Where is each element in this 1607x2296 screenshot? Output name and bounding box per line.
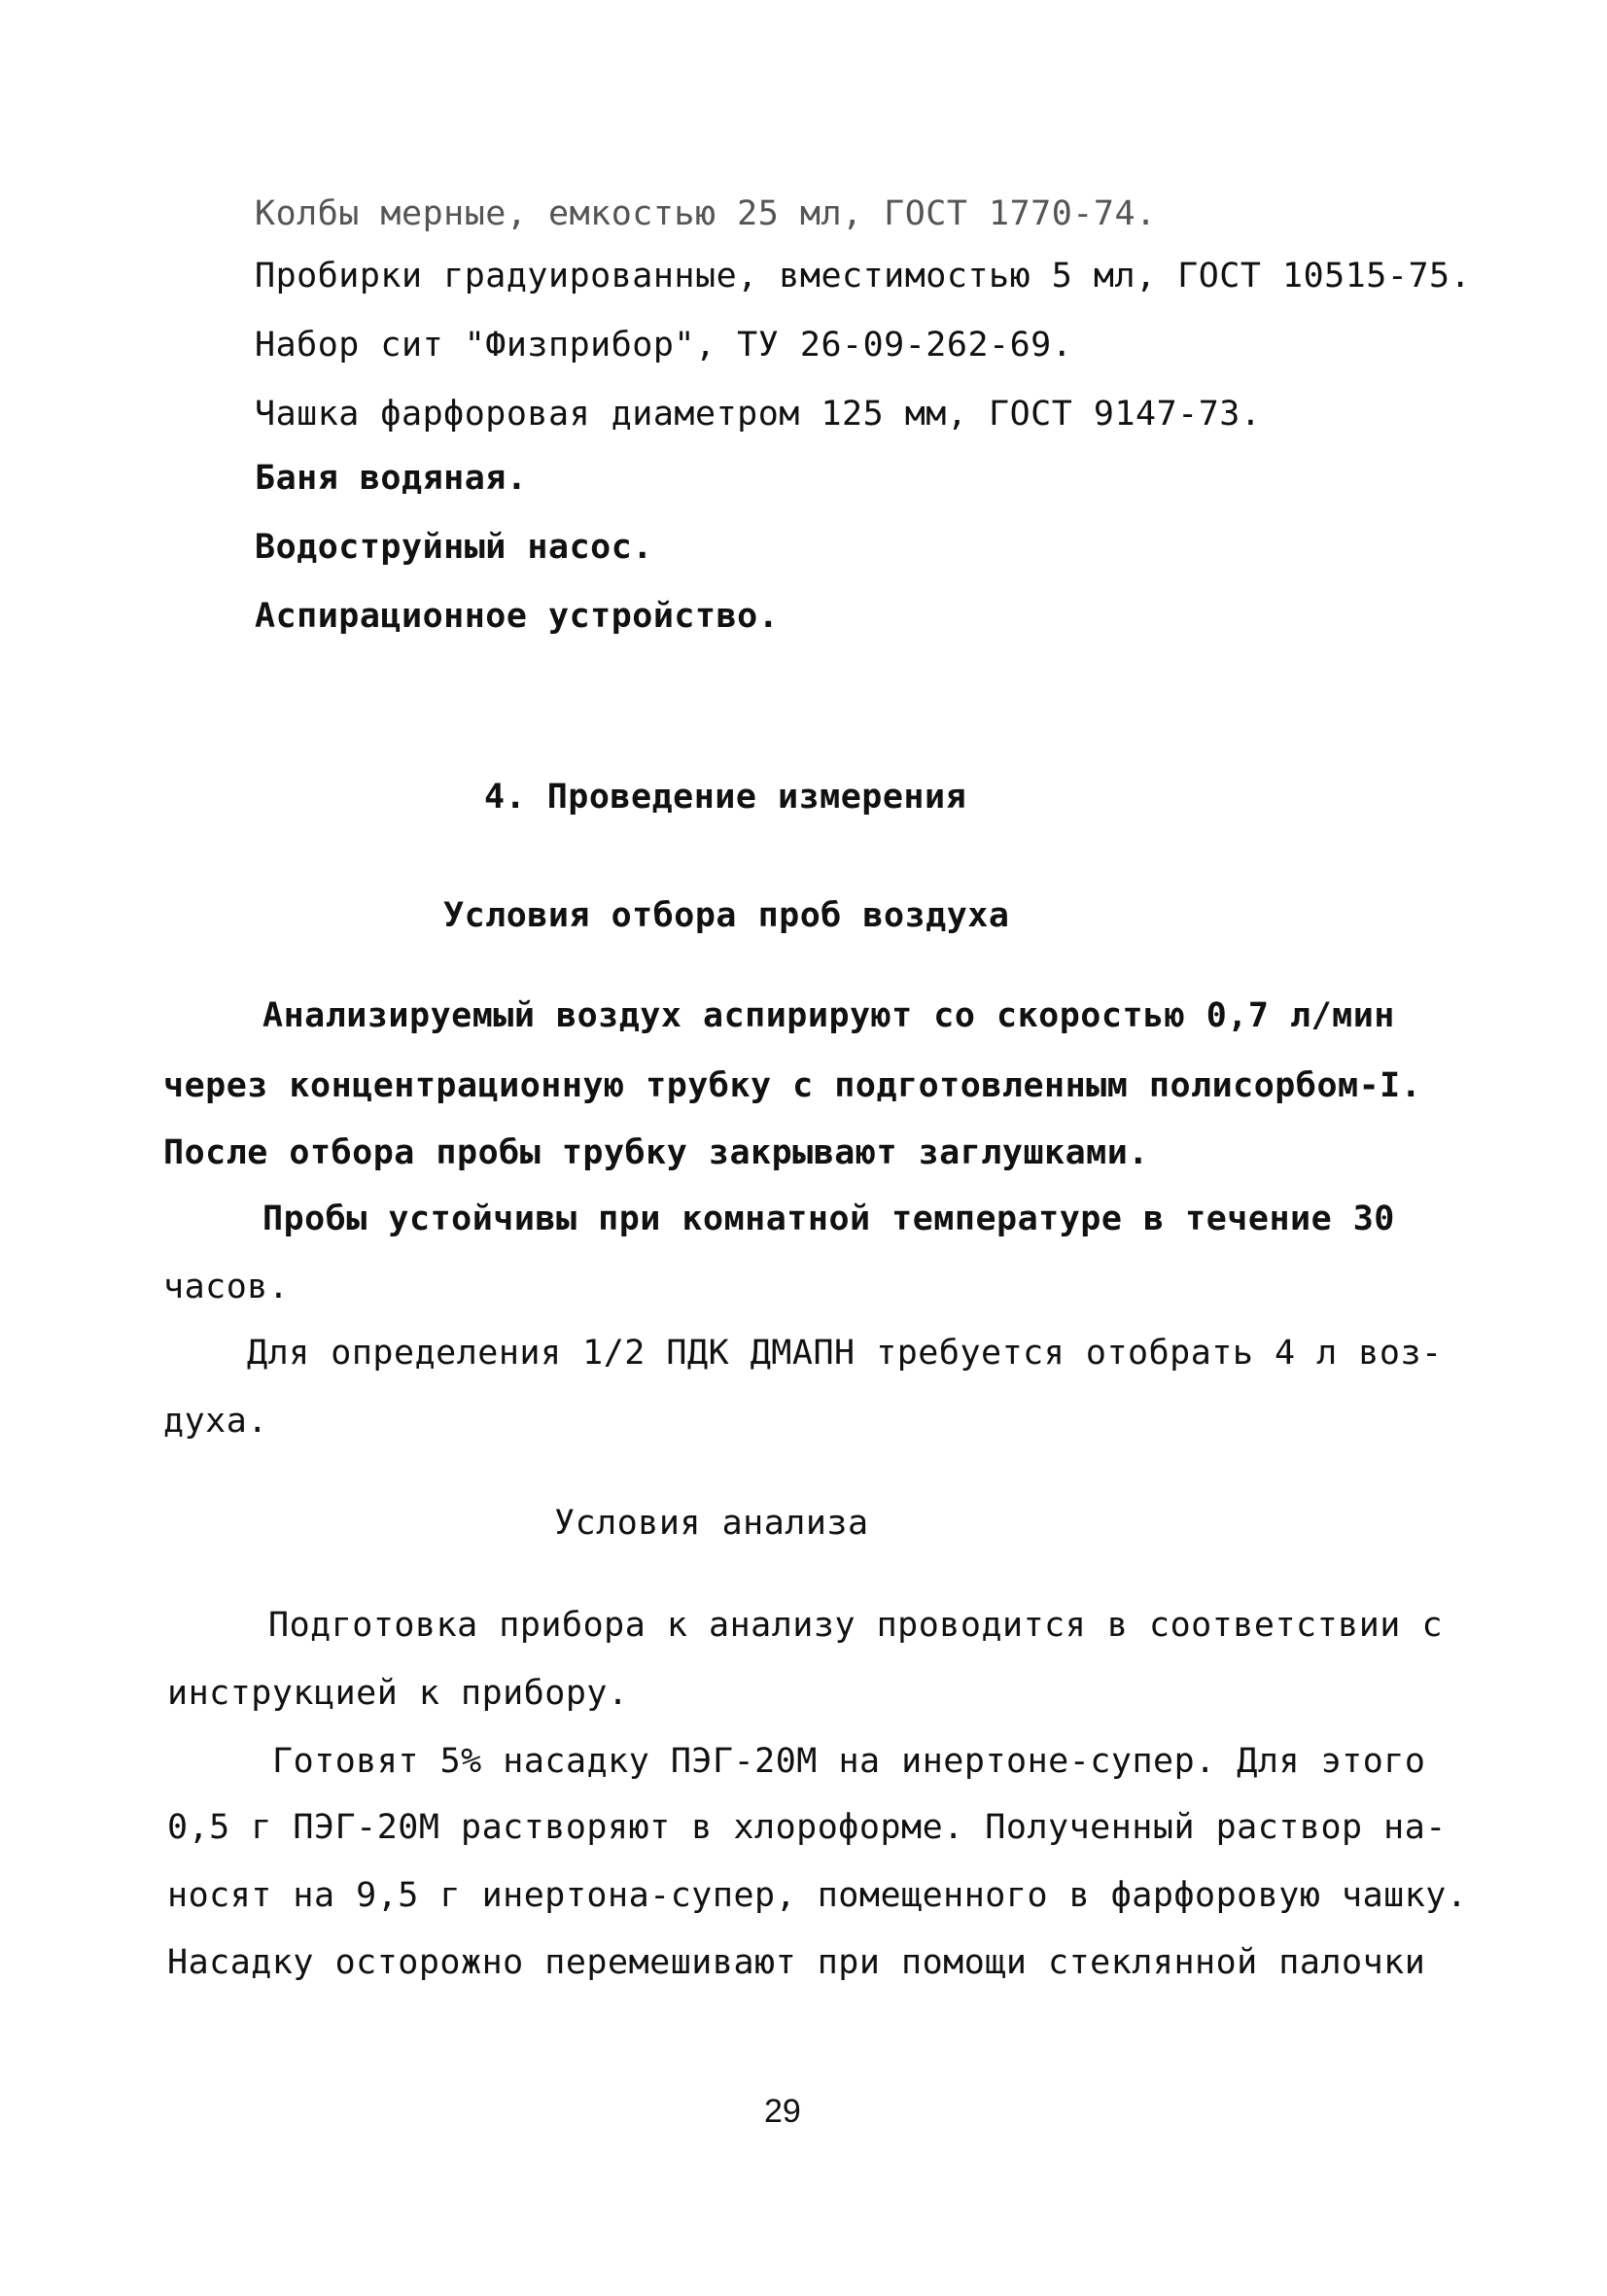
sampling-subheading: Условия отбора проб воздуха	[443, 896, 1010, 935]
paragraph-line: 0,5 г ПЭГ-20М растворяют в хлороформе. Полученный раствор на-	[167, 1808, 1447, 1847]
equipment-item: Колбы мерные, емкостью 25 мл, ГОСТ 1770-74.	[255, 194, 1157, 233]
equipment-item: Пробирки градуированные, вместимостью 5 мл, ГОСТ 10515-75.	[255, 257, 1472, 296]
paragraph-line: инструкцией к прибору.	[167, 1674, 629, 1713]
equipment-item: Баня водяная.	[255, 459, 528, 498]
analysis-subheading: Условия анализа	[554, 1504, 869, 1543]
paragraph-line: Пробы устойчивы при комнатной температуре в течение 30	[262, 1200, 1395, 1238]
paragraph-line: Готовят 5% насадку ПЭГ-20М на инертоне-супер. Для этого	[272, 1742, 1426, 1781]
paragraph-line: Анализируемый воздух аспирируют со скоростью 0,7 л/мин	[262, 996, 1395, 1035]
paragraph-line: Подготовка прибора к анализу проводится в соответствии с	[268, 1606, 1444, 1645]
section-heading: 4. Проведение измерения	[484, 778, 967, 817]
paragraph-line: духа.	[163, 1402, 268, 1441]
page-number: 29	[764, 2093, 801, 2130]
paragraph-line: Для определения 1/2 ПДК ДМАПН требуется отобрать 4 л воз-	[247, 1334, 1443, 1373]
paragraph-line: через концентрационную трубку с подготовленным полисорбом-I.	[163, 1066, 1422, 1105]
equipment-item: Аспирационное устройство.	[255, 597, 780, 636]
paragraph-line: Насадку осторожно перемешивают при помощи стеклянной палочки	[167, 1943, 1426, 1982]
equipment-item: Водоструйный насос.	[255, 528, 653, 567]
paragraph-line: носят на 9,5 г инертона-супер, помещенного в фарфоровую чашку.	[167, 1876, 1468, 1915]
equipment-item: Набор сит "Физприбор", ТУ 26-09-262-69.	[255, 326, 1073, 365]
paragraph-line: часов.	[163, 1268, 290, 1306]
paragraph-line: После отбора пробы трубку закрывают заглушками.	[163, 1133, 1149, 1172]
equipment-item: Чашка фарфоровая диаметром 125 мм, ГОСТ 9147-73.	[255, 395, 1262, 434]
